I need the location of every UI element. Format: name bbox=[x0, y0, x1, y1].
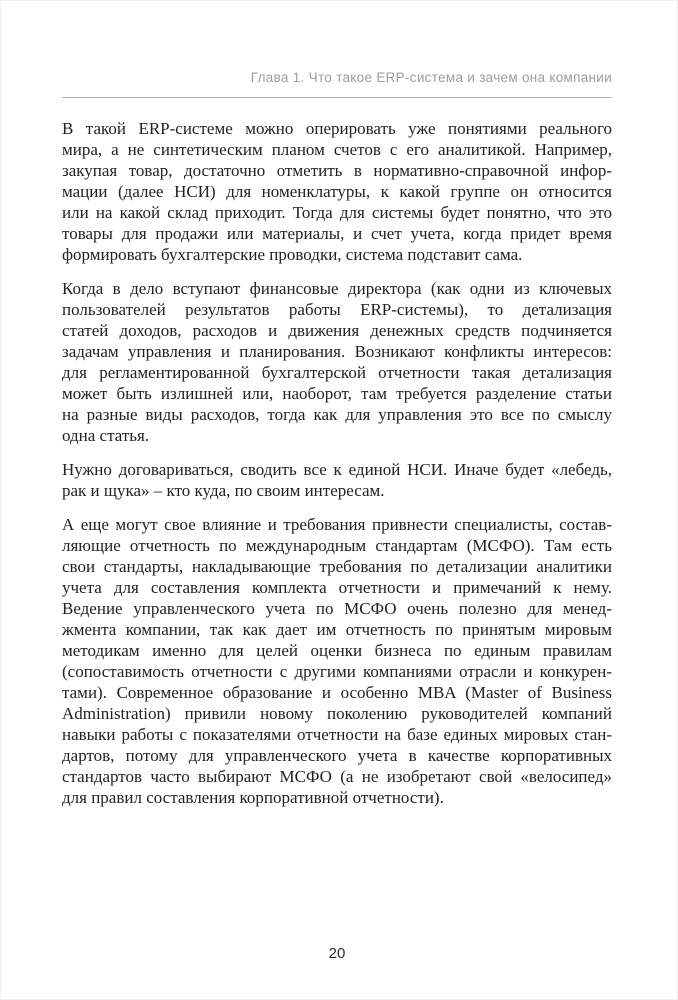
text-line: мации (далее НСИ) для номенклатуры, к какой группе он относится bbox=[62, 182, 612, 201]
text-line: закупая товар, достаточно отметить в нормативно-справочной инфор- bbox=[62, 161, 612, 180]
text-line: мира, а не синтетическим планом счетов с его аналитикой. Например, bbox=[62, 140, 612, 159]
text-line: для регламентированной бухгалтерской отчетности такая детализация bbox=[62, 363, 612, 382]
running-header: Глава 1. Что такое ERP-система и зачем она компании bbox=[250, 70, 612, 85]
text-line: рак и щука» – кто куда, по своим интересам. bbox=[62, 481, 385, 500]
text-line: стандартов часто выбирают МСФО (а не изобретают свой «велосипед» bbox=[62, 767, 612, 786]
text-line: учета для составления комплекта отчетности и примечаний к нему. bbox=[62, 578, 612, 597]
paragraph bbox=[62, 514, 612, 808]
text-line: одна статья. bbox=[62, 426, 150, 445]
text-line: Ведение управленческого учета по МСФО очень полезно для менед- bbox=[62, 599, 612, 618]
paragraph bbox=[62, 118, 612, 265]
text-line: статей доходов, расходов и движения денежных средств подчиняется bbox=[62, 321, 612, 340]
text-line: для правил составления корпоративной отчетности). bbox=[62, 788, 444, 807]
text-line: А еще могут свое влияние и требования привнести специалисты, состав- bbox=[62, 515, 612, 534]
text-line: навыки работы с показателями отчетности на базе единых мировых стан- bbox=[62, 725, 612, 744]
text-line: на разные виды расходов, тогда как для управления это все по смыслу bbox=[62, 405, 612, 424]
text-line: Нужно договариваться, сводить все к единой НСИ. Иначе будет «лебедь, bbox=[62, 460, 612, 479]
text-line: задачам управления и планирования. Возникают конфликты интересов: bbox=[62, 342, 612, 361]
page-number: 20 bbox=[328, 945, 346, 962]
text-line: методикам именно для целей оценки бизнеса по единым правилам bbox=[62, 641, 612, 660]
page-body bbox=[62, 118, 612, 821]
paragraph bbox=[62, 278, 612, 446]
text-line: ляющие отчетность по международным стандартам (МСФО). Там есть bbox=[62, 536, 612, 555]
text-line: товары для продажи или материалы, и счет учета, когда придет время bbox=[62, 224, 612, 243]
paragraph bbox=[62, 459, 612, 501]
text-line: может быть излишней или, наоборот, там требуется разделение статьи bbox=[62, 384, 612, 403]
header-rule bbox=[62, 97, 612, 98]
text-line: В такой ERP-системе можно оперировать уже понятиями реального bbox=[62, 119, 612, 138]
text-line: тами). Современное образование и особенно MBA (Master of Business bbox=[62, 683, 612, 702]
text-line: Когда в дело вступают финансовые директора (как одни из ключевых bbox=[62, 279, 612, 298]
text-line: пользователей результатов работы ERP-системы), то детализация bbox=[62, 300, 612, 319]
text-line: или на какой склад приходит. Тогда для системы будет понятно, что это bbox=[62, 203, 612, 222]
text-line: свои стандарты, накладывающие требования по детализации аналитики bbox=[62, 557, 612, 576]
text-line: (сопоставимость отчетности с другими компаниями отрасли и конкурен- bbox=[62, 662, 612, 681]
text-line: дартов, потому для управленческого учета в качестве корпоративных bbox=[62, 746, 612, 765]
text-line: жмента компании, так как дает им отчетность по принятым мировым bbox=[62, 620, 612, 639]
text-line: формировать бухгалтерские проводки, система подставит сама. bbox=[62, 245, 523, 264]
text-line: Administration) привили новому поколению руководителей компаний bbox=[62, 704, 612, 723]
